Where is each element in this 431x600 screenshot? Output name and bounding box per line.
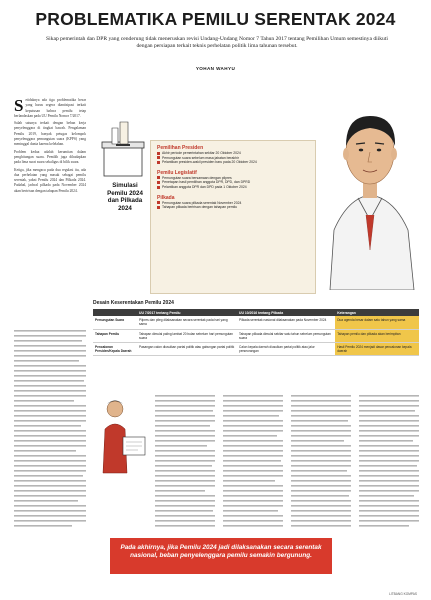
graphic-credit: LITBANG KOMPAS xyxy=(389,592,417,596)
left-paragraph-3: Problem kedua adalah kerumitan dalam penghitungan suara. Pemilih juga dihadapkan pada lima surat suara sekaligus di bilik suara. xyxy=(14,149,86,165)
left-paragraph-1: etidaknya ada tiga problematika besar yang harus segera diantisipasi terkait keputusan bahwa pemilu tetap berlandaskan pada UU Pemilu Nomor 7/2017. xyxy=(14,98,86,118)
poll-worker-illustration xyxy=(93,395,151,475)
table-cell: Tahapan pemilu dan pilkada akan berimpitan xyxy=(335,329,419,342)
table-cell: Tahapan dimulai paling lambat 20 bulan sebelum hari pemungutan suara xyxy=(137,329,237,342)
infographic-tag-title: Simulasi Pemilu 2024 dan Pilkada 2024 xyxy=(107,182,143,212)
politician-illustration xyxy=(318,80,422,290)
table-cell: Pilpres dan pileg dilaksanakan secara serentak pada hari yang sama xyxy=(137,316,237,329)
left-column-continued xyxy=(14,330,86,530)
table-cell: Calon kepala daerah diusulkan partai politik atau jalur perseorangan xyxy=(237,343,335,356)
timeline-item: Akhir periode pemerintahan sekitar 20 Oktober 2024 xyxy=(157,151,311,156)
standfirst: Sikap pemerintah dan DPR yang cenderung tidak meneruskan revisi Undang-Undang Nomor 7 Tahun 2017 tentang Pemilihan Umum semestinya diikuti dengan persiapan terkait teknis perhelatan politik lima tahunan tersebut. xyxy=(46,36,388,50)
timeline-item: Pelantikan anggota DPR dan DPD pada 1 Oktober 2024 xyxy=(157,185,311,190)
timeline-item: Pelantikan presiden-wakil presiden baru pada 20 Oktober 2024 xyxy=(157,160,311,165)
table-cell: Tahapan pilkada dimulai sekitar satu tahun sebelum pemungutan suara xyxy=(237,329,335,342)
comparison-header-cell: UU 10/2016 tentang Pilkada xyxy=(237,309,335,316)
timeline-section-2-title: Pemilu Legislatif xyxy=(157,169,197,176)
table-cell: Pencalonan Presiden/Kepala Daerah xyxy=(93,343,137,356)
timeline-section-1-title: Pemilihan Presiden xyxy=(157,145,204,151)
comparison-header-cell: UU 7/2017 tentang Pemilu xyxy=(137,309,237,316)
comparison-title: Desain Keserentakan Pemilu 2024 xyxy=(93,300,174,306)
timeline-item: Pemungutan suara bersamaan dengan pilpres xyxy=(157,176,311,181)
table-cell: Pasangan calon diusulkan partai politik atau gabungan partai politik xyxy=(137,343,237,356)
timeline-section-3-title: Pilkada xyxy=(157,194,175,201)
byline: YOHAN WAHYU xyxy=(195,66,236,71)
table-row xyxy=(93,316,419,329)
timeline-item: Tahapan pilkada beririsan dengan tahapan pemilu xyxy=(157,205,311,210)
table-row xyxy=(93,343,419,356)
ballot-box-illustration xyxy=(98,118,148,180)
table-cell: Dua agenda besar dalam satu tahun yang sama xyxy=(335,316,419,329)
headline: PROBLEMATIKA PEMILU SERENTAK 2024 xyxy=(35,9,396,29)
body-columns xyxy=(155,395,419,530)
table-cell: Tahapan Pemilu xyxy=(93,329,137,342)
timeline-item: Pemungutan suara sebelum masa jabatan berakhir xyxy=(157,156,311,161)
left-paragraph-4: Ketiga, jika mengacu pada dua regulasi itu, ada dua perhelatan yang masuk sebagai pemilu serentak, yakni Pemilu 2024 dan Pilkada 2024. Padahal, jadwal pilkada pada November 2024 akan beririsan dengan tahapan Pemilu 2024. xyxy=(14,167,86,193)
table-row xyxy=(93,329,419,342)
table-cell: Pilkada serentak nasional dilaksanakan pada November 2024 xyxy=(237,316,335,329)
dropcap: S xyxy=(14,96,24,115)
timeline-item: Penetapan hasil pemilihan anggota DPR, DPD, dan DPRD xyxy=(157,180,311,185)
comparison-header-cell: Keterangan xyxy=(335,309,419,316)
comparison-header-cell xyxy=(93,309,137,316)
pull-quote: Pada akhirnya, jika Pemilu 2024 jadi dilaksanakan secara serentak nasional, beban penyelenggara pemilu semakin bergunung. xyxy=(110,538,332,574)
left-paragraph-2: Salah satunya terkait dengan beban kerja penyelenggara di tingkat bawah. Pengalaman Pemilu 2019, banyak petugas kelompok penyelenggara pemungutan suara (KPPS) yang meninggal dunia karena kelelahan. xyxy=(14,121,86,147)
table-cell: Hasil Pemilu 2024 menjadi dasar pencalonan kepala daerah xyxy=(335,343,419,356)
table-cell: Pemungutan Suara xyxy=(93,316,137,329)
comparison-table xyxy=(93,309,419,356)
timeline-item: Pemungutan suara pilkada serentak November 2024 xyxy=(157,201,311,206)
comparison-header-row xyxy=(93,309,419,316)
left-column xyxy=(14,98,86,194)
timeline-panel xyxy=(150,140,316,294)
